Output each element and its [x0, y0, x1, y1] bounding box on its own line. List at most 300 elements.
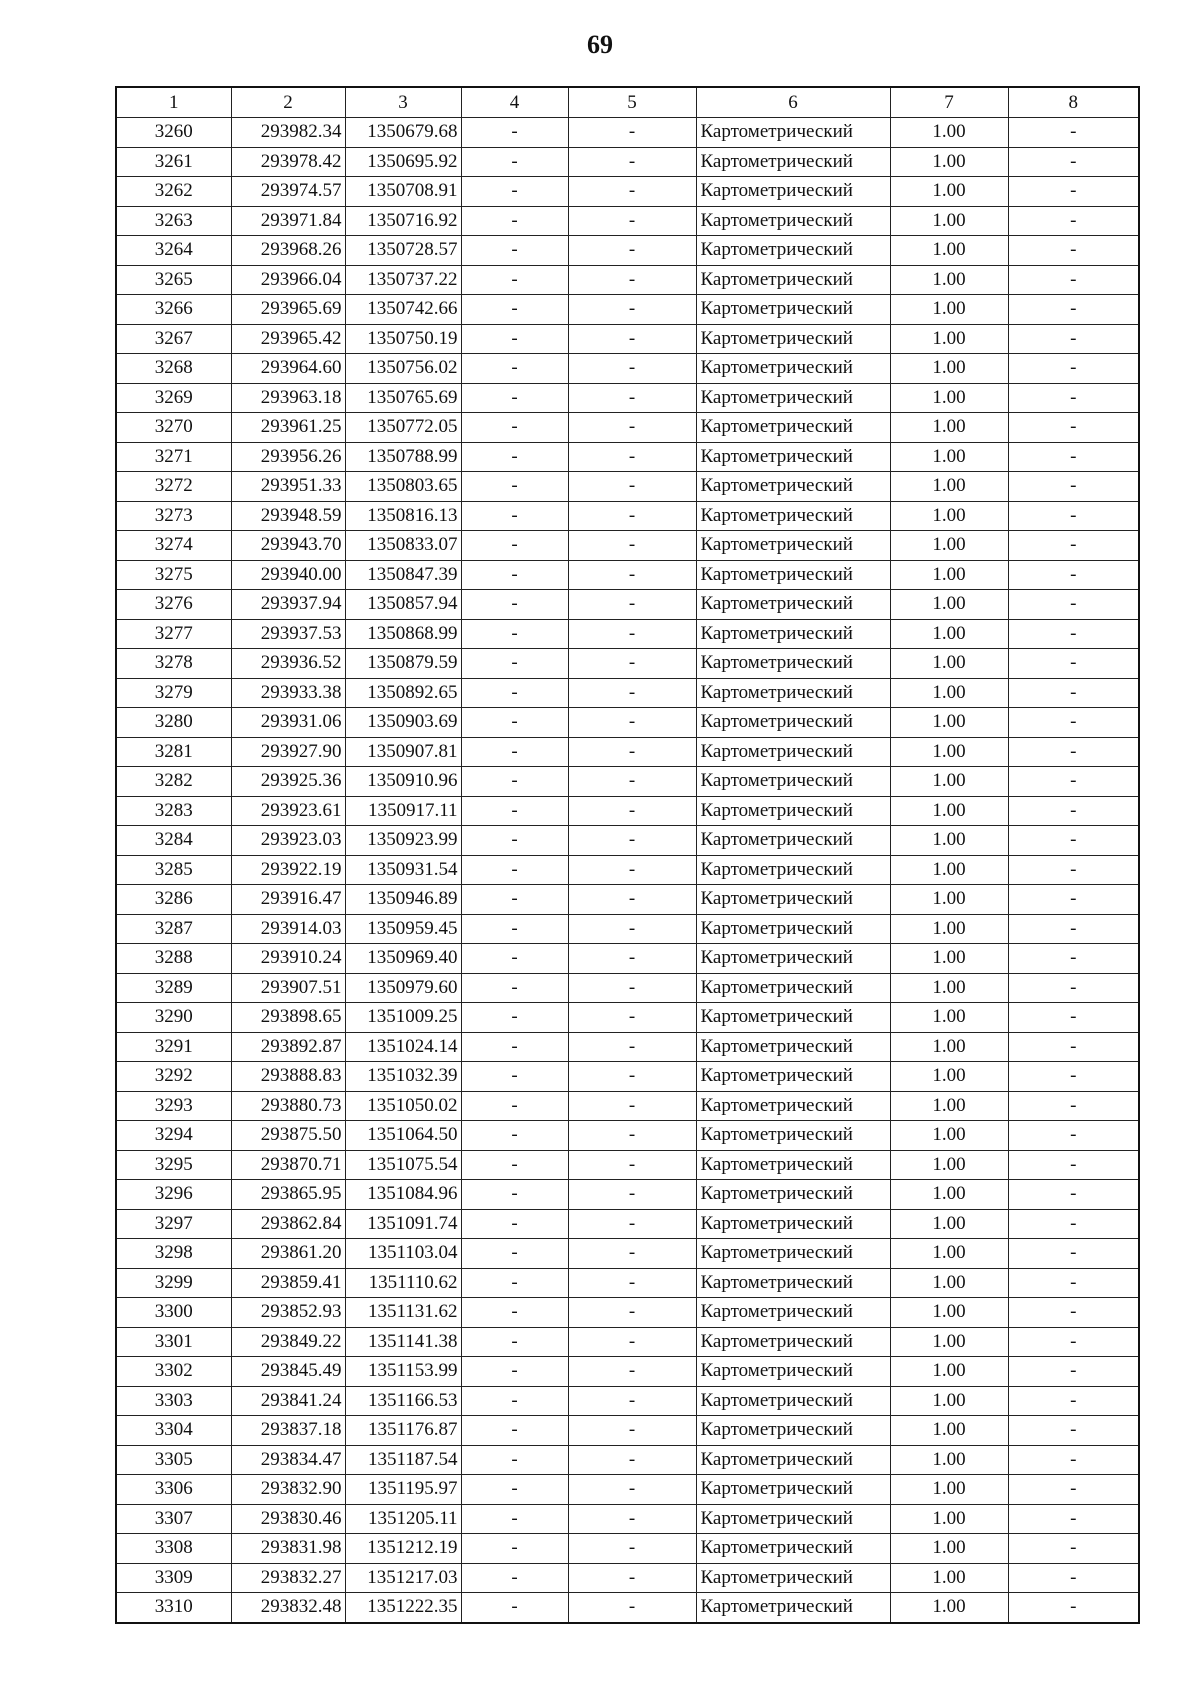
cell-x-coordinate: 293859.41: [231, 1268, 345, 1298]
cell-col-4: -: [461, 1416, 568, 1446]
cell-accuracy: 1.00: [890, 177, 1008, 207]
table-row: [116, 590, 1139, 620]
cell-x-coordinate: 293916.47: [231, 885, 345, 915]
cell-x-coordinate: 293978.42: [231, 147, 345, 177]
cell-method: Картометрический: [696, 1091, 890, 1121]
cell-col-4: -: [461, 1386, 568, 1416]
cell-accuracy: 1.00: [890, 501, 1008, 531]
cell-col-4: -: [461, 265, 568, 295]
cell-point-number: 3275: [116, 560, 231, 590]
cell-method: Картометрический: [696, 472, 890, 502]
cell-method: Картометрический: [696, 1003, 890, 1033]
cell-x-coordinate: 293964.60: [231, 354, 345, 384]
cell-col-8: -: [1008, 1298, 1139, 1328]
cell-col-8: -: [1008, 1062, 1139, 1092]
cell-col-5: -: [568, 649, 696, 679]
table-row: [116, 1475, 1139, 1505]
cell-col-8: -: [1008, 649, 1139, 679]
cell-col-5: -: [568, 354, 696, 384]
table-row: [116, 354, 1139, 384]
cell-col-5: -: [568, 560, 696, 590]
cell-point-number: 3293: [116, 1091, 231, 1121]
cell-accuracy: 1.00: [890, 737, 1008, 767]
cell-method: Картометрический: [696, 354, 890, 384]
table-row: [116, 560, 1139, 590]
cell-col-4: -: [461, 147, 568, 177]
cell-col-4: -: [461, 324, 568, 354]
cell-col-4: -: [461, 1357, 568, 1387]
cell-point-number: 3272: [116, 472, 231, 502]
table-row: [116, 236, 1139, 266]
cell-x-coordinate: 293832.48: [231, 1593, 345, 1623]
cell-col-4: -: [461, 1003, 568, 1033]
cell-x-coordinate: 293927.90: [231, 737, 345, 767]
cell-method: Картометрический: [696, 1593, 890, 1623]
cell-col-5: -: [568, 1150, 696, 1180]
cell-y-coordinate: 1351222.35: [345, 1593, 461, 1623]
table-row: [116, 1062, 1139, 1092]
cell-col-5: -: [568, 1209, 696, 1239]
cell-col-4: -: [461, 1445, 568, 1475]
cell-x-coordinate: 293922.19: [231, 855, 345, 885]
cell-col-5: -: [568, 501, 696, 531]
cell-x-coordinate: 293961.25: [231, 413, 345, 443]
page-number: 69: [587, 30, 613, 59]
table-row: [116, 1534, 1139, 1564]
cell-point-number: 3271: [116, 442, 231, 472]
cell-x-coordinate: 293845.49: [231, 1357, 345, 1387]
cell-col-5: -: [568, 1298, 696, 1328]
cell-x-coordinate: 293974.57: [231, 177, 345, 207]
cell-accuracy: 1.00: [890, 1563, 1008, 1593]
cell-col-8: -: [1008, 1327, 1139, 1357]
cell-col-8: -: [1008, 737, 1139, 767]
cell-method: Картометрический: [696, 1062, 890, 1092]
cell-method: Картометрический: [696, 560, 890, 590]
cell-method: Картометрический: [696, 944, 890, 974]
cell-col-5: -: [568, 295, 696, 325]
cell-col-8: -: [1008, 383, 1139, 413]
cell-col-5: -: [568, 590, 696, 620]
cell-y-coordinate: 1350969.40: [345, 944, 461, 974]
cell-point-number: 3264: [116, 236, 231, 266]
cell-accuracy: 1.00: [890, 295, 1008, 325]
cell-method: Картометрический: [696, 1121, 890, 1151]
cell-col-5: -: [568, 1445, 696, 1475]
cell-col-8: -: [1008, 1445, 1139, 1475]
cell-x-coordinate: 293931.06: [231, 708, 345, 738]
cell-col-4: -: [461, 944, 568, 974]
table-row: [116, 767, 1139, 797]
cell-x-coordinate: 293832.90: [231, 1475, 345, 1505]
cell-method: Картометрический: [696, 236, 890, 266]
cell-col-4: -: [461, 236, 568, 266]
cell-point-number: 3308: [116, 1534, 231, 1564]
table-row: [116, 1504, 1139, 1534]
cell-x-coordinate: 293914.03: [231, 914, 345, 944]
cell-col-4: -: [461, 1563, 568, 1593]
cell-method: Картометрический: [696, 885, 890, 915]
cell-x-coordinate: 293861.20: [231, 1239, 345, 1269]
cell-col-8: -: [1008, 472, 1139, 502]
cell-col-4: -: [461, 1180, 568, 1210]
cell-col-8: -: [1008, 236, 1139, 266]
cell-y-coordinate: 1351024.14: [345, 1032, 461, 1062]
cell-col-4: -: [461, 1593, 568, 1623]
cell-method: Картометрический: [696, 678, 890, 708]
cell-accuracy: 1.00: [890, 1504, 1008, 1534]
cell-point-number: 3290: [116, 1003, 231, 1033]
cell-accuracy: 1.00: [890, 1298, 1008, 1328]
cell-col-4: -: [461, 206, 568, 236]
cell-col-8: -: [1008, 1386, 1139, 1416]
cell-method: Картометрический: [696, 1239, 890, 1269]
table-row: [116, 1298, 1139, 1328]
cell-y-coordinate: 1351176.87: [345, 1416, 461, 1446]
cell-col-4: -: [461, 1239, 568, 1269]
cell-col-4: -: [461, 767, 568, 797]
cell-y-coordinate: 1350959.45: [345, 914, 461, 944]
cell-point-number: 3280: [116, 708, 231, 738]
table-row: [116, 383, 1139, 413]
cell-accuracy: 1.00: [890, 1445, 1008, 1475]
table-row: [116, 885, 1139, 915]
table-row: [116, 649, 1139, 679]
cell-method: Картометрический: [696, 177, 890, 207]
cell-y-coordinate: 1350903.69: [345, 708, 461, 738]
cell-accuracy: 1.00: [890, 1209, 1008, 1239]
cell-col-5: -: [568, 1003, 696, 1033]
cell-method: Картометрический: [696, 619, 890, 649]
cell-point-number: 3302: [116, 1357, 231, 1387]
cell-x-coordinate: 293865.95: [231, 1180, 345, 1210]
cell-y-coordinate: 1351141.38: [345, 1327, 461, 1357]
cell-col-8: -: [1008, 767, 1139, 797]
cell-col-8: -: [1008, 796, 1139, 826]
table-row: [116, 944, 1139, 974]
cell-point-number: 3273: [116, 501, 231, 531]
cell-point-number: 3277: [116, 619, 231, 649]
cell-method: Картометрический: [696, 147, 890, 177]
cell-col-5: -: [568, 265, 696, 295]
cell-accuracy: 1.00: [890, 383, 1008, 413]
header-col-5: 5: [568, 87, 696, 118]
cell-accuracy: 1.00: [890, 147, 1008, 177]
cell-col-4: -: [461, 737, 568, 767]
cell-point-number: 3283: [116, 796, 231, 826]
cell-x-coordinate: 293956.26: [231, 442, 345, 472]
cell-point-number: 3284: [116, 826, 231, 856]
cell-col-8: -: [1008, 1534, 1139, 1564]
cell-method: Картометрический: [696, 501, 890, 531]
cell-x-coordinate: 293907.51: [231, 973, 345, 1003]
cell-x-coordinate: 293968.26: [231, 236, 345, 266]
cell-accuracy: 1.00: [890, 1003, 1008, 1033]
cell-method: Картометрический: [696, 383, 890, 413]
cell-method: Картометрический: [696, 590, 890, 620]
cell-y-coordinate: 1351205.11: [345, 1504, 461, 1534]
table-row: [116, 442, 1139, 472]
cell-method: Картометрический: [696, 442, 890, 472]
cell-x-coordinate: 293966.04: [231, 265, 345, 295]
cell-col-4: -: [461, 118, 568, 148]
table-row: [116, 1445, 1139, 1475]
cell-col-4: -: [461, 354, 568, 384]
cell-method: Картометрический: [696, 1504, 890, 1534]
table-row: [116, 826, 1139, 856]
cell-method: Картометрический: [696, 1475, 890, 1505]
cell-col-5: -: [568, 442, 696, 472]
cell-x-coordinate: 293837.18: [231, 1416, 345, 1446]
cell-method: Картометрический: [696, 324, 890, 354]
cell-col-4: -: [461, 1091, 568, 1121]
cell-method: Картометрический: [696, 1357, 890, 1387]
cell-col-4: -: [461, 383, 568, 413]
cell-method: Картометрический: [696, 973, 890, 1003]
cell-x-coordinate: 293875.50: [231, 1121, 345, 1151]
cell-col-8: -: [1008, 118, 1139, 148]
table-row: [116, 1180, 1139, 1210]
cell-x-coordinate: 293862.84: [231, 1209, 345, 1239]
cell-col-4: -: [461, 1504, 568, 1534]
table-row: [116, 295, 1139, 325]
cell-col-8: -: [1008, 501, 1139, 531]
cell-col-5: -: [568, 619, 696, 649]
cell-y-coordinate: 1351153.99: [345, 1357, 461, 1387]
cell-y-coordinate: 1350679.68: [345, 118, 461, 148]
cell-col-4: -: [461, 1121, 568, 1151]
cell-col-5: -: [568, 1239, 696, 1269]
table-row: [116, 1386, 1139, 1416]
cell-col-5: -: [568, 1180, 696, 1210]
cell-accuracy: 1.00: [890, 649, 1008, 679]
cell-accuracy: 1.00: [890, 1357, 1008, 1387]
cell-col-8: -: [1008, 826, 1139, 856]
cell-x-coordinate: 293965.69: [231, 295, 345, 325]
table-row: [116, 619, 1139, 649]
cell-method: Картометрический: [696, 1032, 890, 1062]
cell-col-8: -: [1008, 531, 1139, 561]
header-col-2: 2: [231, 87, 345, 118]
table-row: [116, 177, 1139, 207]
cell-y-coordinate: 1350772.05: [345, 413, 461, 443]
cell-col-4: -: [461, 1298, 568, 1328]
cell-point-number: 3303: [116, 1386, 231, 1416]
cell-x-coordinate: 293870.71: [231, 1150, 345, 1180]
cell-col-4: -: [461, 472, 568, 502]
cell-point-number: 3265: [116, 265, 231, 295]
cell-col-8: -: [1008, 560, 1139, 590]
cell-method: Картометрический: [696, 1209, 890, 1239]
cell-accuracy: 1.00: [890, 1534, 1008, 1564]
cell-point-number: 3299: [116, 1268, 231, 1298]
cell-accuracy: 1.00: [890, 619, 1008, 649]
cell-accuracy: 1.00: [890, 1150, 1008, 1180]
cell-point-number: 3287: [116, 914, 231, 944]
cell-x-coordinate: 293937.53: [231, 619, 345, 649]
cell-x-coordinate: 293910.24: [231, 944, 345, 974]
cell-accuracy: 1.00: [890, 324, 1008, 354]
table-row: [116, 118, 1139, 148]
cell-col-8: -: [1008, 147, 1139, 177]
cell-accuracy: 1.00: [890, 442, 1008, 472]
cell-accuracy: 1.00: [890, 1180, 1008, 1210]
cell-y-coordinate: 1350931.54: [345, 855, 461, 885]
table-row: [116, 472, 1139, 502]
cell-col-5: -: [568, 1062, 696, 1092]
cell-y-coordinate: 1350816.13: [345, 501, 461, 531]
cell-col-5: -: [568, 1386, 696, 1416]
cell-x-coordinate: 293923.61: [231, 796, 345, 826]
cell-col-8: -: [1008, 973, 1139, 1003]
cell-method: Картометрический: [696, 1327, 890, 1357]
cell-col-4: -: [461, 295, 568, 325]
cell-col-5: -: [568, 1121, 696, 1151]
table-header: [116, 87, 1139, 118]
cell-col-8: -: [1008, 413, 1139, 443]
cell-col-5: -: [568, 885, 696, 915]
cell-accuracy: 1.00: [890, 472, 1008, 502]
cell-y-coordinate: 1350695.92: [345, 147, 461, 177]
cell-col-4: -: [461, 708, 568, 738]
table-row: [116, 1121, 1139, 1151]
cell-accuracy: 1.00: [890, 354, 1008, 384]
cell-x-coordinate: 293832.27: [231, 1563, 345, 1593]
table-row: [116, 1268, 1139, 1298]
cell-col-5: -: [568, 177, 696, 207]
cell-col-4: -: [461, 973, 568, 1003]
cell-y-coordinate: 1350917.11: [345, 796, 461, 826]
table-row: [116, 147, 1139, 177]
cell-col-5: -: [568, 1357, 696, 1387]
cell-accuracy: 1.00: [890, 560, 1008, 590]
cell-method: Картометрический: [696, 796, 890, 826]
cell-x-coordinate: 293852.93: [231, 1298, 345, 1328]
cell-point-number: 3309: [116, 1563, 231, 1593]
cell-accuracy: 1.00: [890, 1593, 1008, 1623]
cell-col-8: -: [1008, 708, 1139, 738]
cell-col-4: -: [461, 1032, 568, 1062]
cell-accuracy: 1.00: [890, 826, 1008, 856]
cell-method: Картометрический: [696, 265, 890, 295]
header-col-7: 7: [890, 87, 1008, 118]
cell-point-number: 3306: [116, 1475, 231, 1505]
cell-col-8: -: [1008, 265, 1139, 295]
cell-accuracy: 1.00: [890, 708, 1008, 738]
cell-accuracy: 1.00: [890, 1268, 1008, 1298]
cell-col-4: -: [461, 442, 568, 472]
cell-point-number: 3276: [116, 590, 231, 620]
cell-x-coordinate: 293831.98: [231, 1534, 345, 1564]
coordinates-table: [115, 86, 1140, 1624]
cell-method: Картометрический: [696, 1386, 890, 1416]
cell-method: Картометрический: [696, 767, 890, 797]
cell-col-8: -: [1008, 442, 1139, 472]
cell-point-number: 3281: [116, 737, 231, 767]
cell-y-coordinate: 1351032.39: [345, 1062, 461, 1092]
cell-y-coordinate: 1351110.62: [345, 1268, 461, 1298]
cell-accuracy: 1.00: [890, 590, 1008, 620]
cell-col-5: -: [568, 383, 696, 413]
cell-y-coordinate: 1350803.65: [345, 472, 461, 502]
cell-point-number: 3261: [116, 147, 231, 177]
cell-col-4: -: [461, 1534, 568, 1564]
cell-method: Картометрический: [696, 1298, 890, 1328]
cell-x-coordinate: 293982.34: [231, 118, 345, 148]
cell-col-4: -: [461, 1475, 568, 1505]
cell-col-8: -: [1008, 354, 1139, 384]
cell-x-coordinate: 293898.65: [231, 1003, 345, 1033]
cell-accuracy: 1.00: [890, 1416, 1008, 1446]
cell-method: Картометрический: [696, 708, 890, 738]
cell-accuracy: 1.00: [890, 973, 1008, 1003]
cell-col-5: -: [568, 1032, 696, 1062]
cell-col-8: -: [1008, 1357, 1139, 1387]
cell-point-number: 3301: [116, 1327, 231, 1357]
cell-accuracy: 1.00: [890, 1121, 1008, 1151]
cell-method: Картометрический: [696, 1268, 890, 1298]
table-row: [116, 1593, 1139, 1623]
cell-y-coordinate: 1350946.89: [345, 885, 461, 915]
cell-col-8: -: [1008, 1121, 1139, 1151]
cell-method: Картометрический: [696, 649, 890, 679]
table-row: [116, 206, 1139, 236]
cell-col-4: -: [461, 501, 568, 531]
cell-col-5: -: [568, 708, 696, 738]
cell-x-coordinate: 293940.00: [231, 560, 345, 590]
cell-y-coordinate: 1350708.91: [345, 177, 461, 207]
cell-y-coordinate: 1351064.50: [345, 1121, 461, 1151]
cell-x-coordinate: 293892.87: [231, 1032, 345, 1062]
cell-point-number: 3282: [116, 767, 231, 797]
cell-y-coordinate: 1350868.99: [345, 619, 461, 649]
cell-col-5: -: [568, 1504, 696, 1534]
cell-point-number: 3270: [116, 413, 231, 443]
cell-point-number: 3274: [116, 531, 231, 561]
cell-col-4: -: [461, 796, 568, 826]
cell-col-8: -: [1008, 177, 1139, 207]
header-col-6: 6: [696, 87, 890, 118]
cell-col-8: -: [1008, 1209, 1139, 1239]
cell-point-number: 3263: [116, 206, 231, 236]
cell-x-coordinate: 293943.70: [231, 531, 345, 561]
cell-accuracy: 1.00: [890, 206, 1008, 236]
table-row: [116, 796, 1139, 826]
cell-accuracy: 1.00: [890, 885, 1008, 915]
cell-col-8: -: [1008, 1091, 1139, 1121]
cell-col-5: -: [568, 973, 696, 1003]
cell-point-number: 3279: [116, 678, 231, 708]
cell-accuracy: 1.00: [890, 413, 1008, 443]
cell-method: Картометрический: [696, 855, 890, 885]
cell-x-coordinate: 293849.22: [231, 1327, 345, 1357]
cell-method: Картометрический: [696, 914, 890, 944]
cell-point-number: 3294: [116, 1121, 231, 1151]
table-row: [116, 501, 1139, 531]
cell-col-8: -: [1008, 324, 1139, 354]
cell-col-5: -: [568, 531, 696, 561]
table-row: [116, 324, 1139, 354]
cell-y-coordinate: 1351103.04: [345, 1239, 461, 1269]
cell-col-5: -: [568, 147, 696, 177]
cell-col-5: -: [568, 1593, 696, 1623]
cell-y-coordinate: 1351217.03: [345, 1563, 461, 1593]
cell-col-5: -: [568, 1563, 696, 1593]
cell-col-8: -: [1008, 914, 1139, 944]
cell-col-8: -: [1008, 678, 1139, 708]
cell-point-number: 3291: [116, 1032, 231, 1062]
table-row: [116, 1150, 1139, 1180]
